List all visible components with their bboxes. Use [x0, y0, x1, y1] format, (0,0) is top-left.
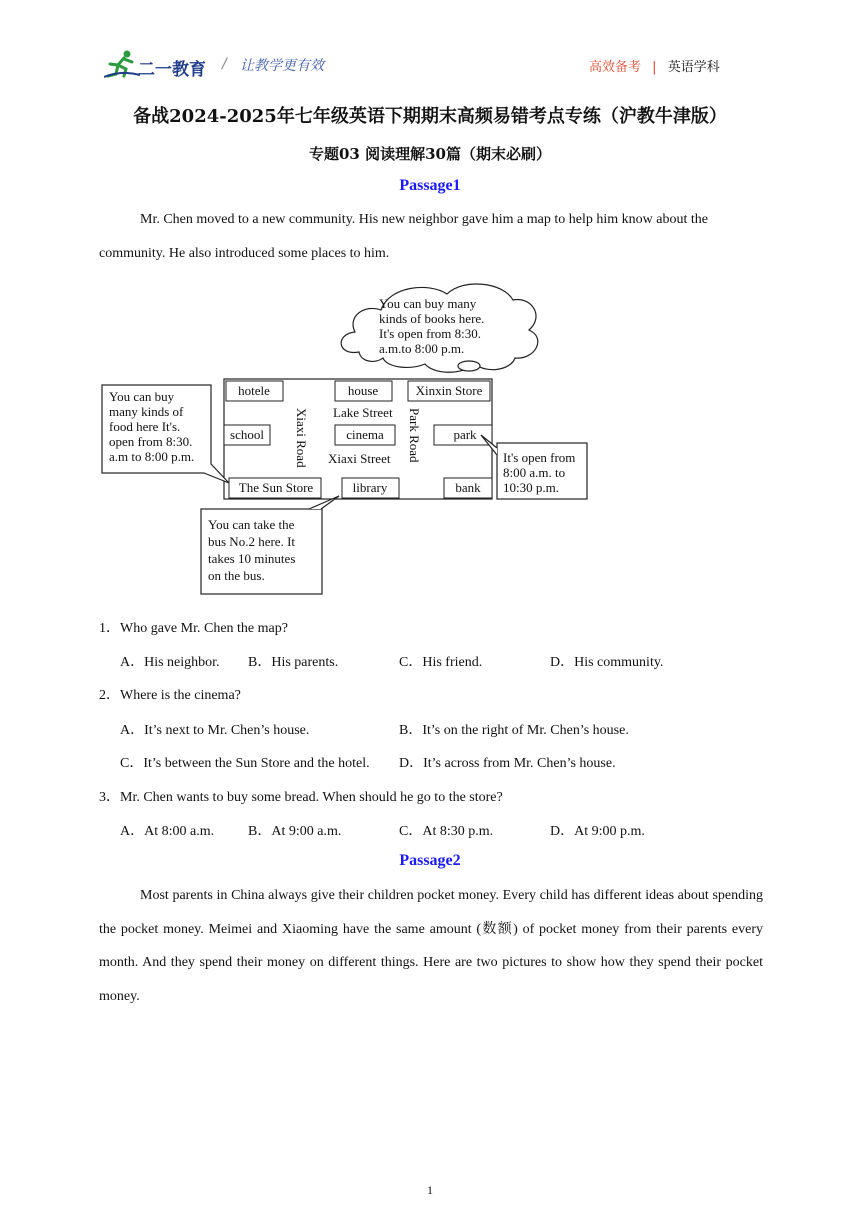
passage2-heading: Passage2	[399, 852, 461, 869]
place-school: school	[230, 427, 264, 442]
passage1-line1: Mr. Chen moved to a new community. His new neighbor gave him a map to help him know about the	[140, 212, 708, 227]
logo-text: 二一教育	[138, 60, 206, 80]
page-number: 1	[427, 1183, 433, 1197]
q3-option-a: A．At 8:00 a.m.	[120, 824, 215, 839]
question-3: 3．Mr. Chen wants to buy some bread. When should he go to the store?	[99, 790, 503, 805]
passage2-body: Most parents in China always give their children pocket money. Every child has different ideas about spending the pocket money. Meimei and Xiaoming have the same amount (数额) of pocket money from their parents every month. And they spend their money on different things. Here are two pictures to show how they spend their pocket money.	[99, 888, 763, 1004]
place-library: library	[352, 480, 388, 495]
question-1: 1．Who gave Mr. Chen the map?	[99, 621, 288, 636]
passage2-text	[99, 879, 763, 1013]
thought-bubble-small	[458, 361, 480, 371]
passage1-line2: community. He also introduced some places to him.	[99, 245, 390, 261]
q3-option-d: D．At 9:00 p.m.	[550, 824, 645, 839]
runner-logo-icon	[104, 48, 140, 78]
community-map	[99, 278, 599, 598]
header-exam-label: 高效备考	[589, 60, 642, 75]
question-2: 2．Where is the cinema?	[99, 688, 241, 703]
header-subject-label: 英语学科	[667, 60, 720, 75]
left-callout-line-2: many kinds of	[109, 404, 184, 419]
cloud-line-2: kinds of books here.	[379, 311, 485, 326]
header-slogan: 让教学更有效	[240, 58, 324, 74]
page-title: 备战2024-2025年七年级英语下期期末高频易错考点专练（沪教牛津版）	[133, 106, 727, 127]
place-sun-store: The Sun Store	[238, 480, 314, 495]
q1-option-d: D．His community.	[550, 655, 664, 670]
header-divider: /	[222, 56, 227, 72]
header-right	[589, 56, 720, 75]
q1-option-c: C．His friend.	[399, 655, 483, 670]
cloud-line-4: a.m.to 8:00 p.m.	[379, 341, 465, 356]
cloud-line-3: It's open from 8:30.	[379, 326, 481, 341]
left-callout-line-3: food here It's.	[109, 419, 181, 434]
place-cinema: cinema	[346, 427, 384, 442]
q1-option-a: A．His neighbor.	[120, 655, 220, 670]
place-xinxin: Xinxin Store	[415, 383, 483, 398]
left-callout-line-4: open from 8:30.	[109, 434, 193, 449]
right-callout-line-2: 8:00 a.m. to	[503, 465, 566, 480]
page-subtitle: 专题03 阅读理解30篇（期末必刷）	[309, 145, 551, 163]
place-hotele: hotele	[238, 383, 270, 398]
left-callout-line-1: You can buy	[109, 389, 175, 404]
q2-option-d: D．It’s across from Mr. Chen’s house.	[399, 756, 616, 771]
q2-option-a: A．It’s next to Mr. Chen’s house.	[120, 723, 310, 738]
header-separator: |	[652, 60, 657, 75]
q3-option-c: C．At 8:30 p.m.	[399, 824, 494, 839]
place-park: park	[453, 427, 477, 442]
q2-option-c: C．It’s between the Sun Store and the hotel.	[120, 756, 370, 771]
road-xiaxi: Xiaxi Road	[294, 408, 309, 468]
street-xiaxi: Xiaxi Street	[328, 451, 391, 466]
passage1-heading: Passage1	[399, 177, 461, 194]
bottom-callout-line-1: You can take the	[208, 517, 295, 532]
q2-option-b: B．It’s on the right of Mr. Chen’s house.	[399, 723, 629, 738]
passage1-intro	[99, 203, 763, 270]
right-callout-line-3: 10:30 p.m.	[503, 480, 559, 495]
place-bank: bank	[455, 480, 481, 495]
q1-option-b: B．His parents.	[248, 655, 339, 670]
cloud-line-1: You can buy many	[379, 296, 477, 311]
street-lake: Lake Street	[333, 405, 393, 420]
q3-option-b: B．At 9:00 a.m.	[248, 824, 342, 839]
bottom-callout-line-4: on the bus.	[208, 568, 265, 583]
header-logo	[104, 48, 214, 78]
left-callout-line-5: a.m to 8:00 p.m.	[109, 449, 195, 464]
bottom-callout-line-2: bus No.2 here. It	[208, 534, 296, 549]
place-house: house	[347, 383, 379, 398]
right-callout-line-1: It's open from	[503, 450, 576, 465]
road-park: Park Road	[407, 408, 422, 463]
bottom-callout-line-3: takes 10 minutes	[208, 551, 296, 566]
